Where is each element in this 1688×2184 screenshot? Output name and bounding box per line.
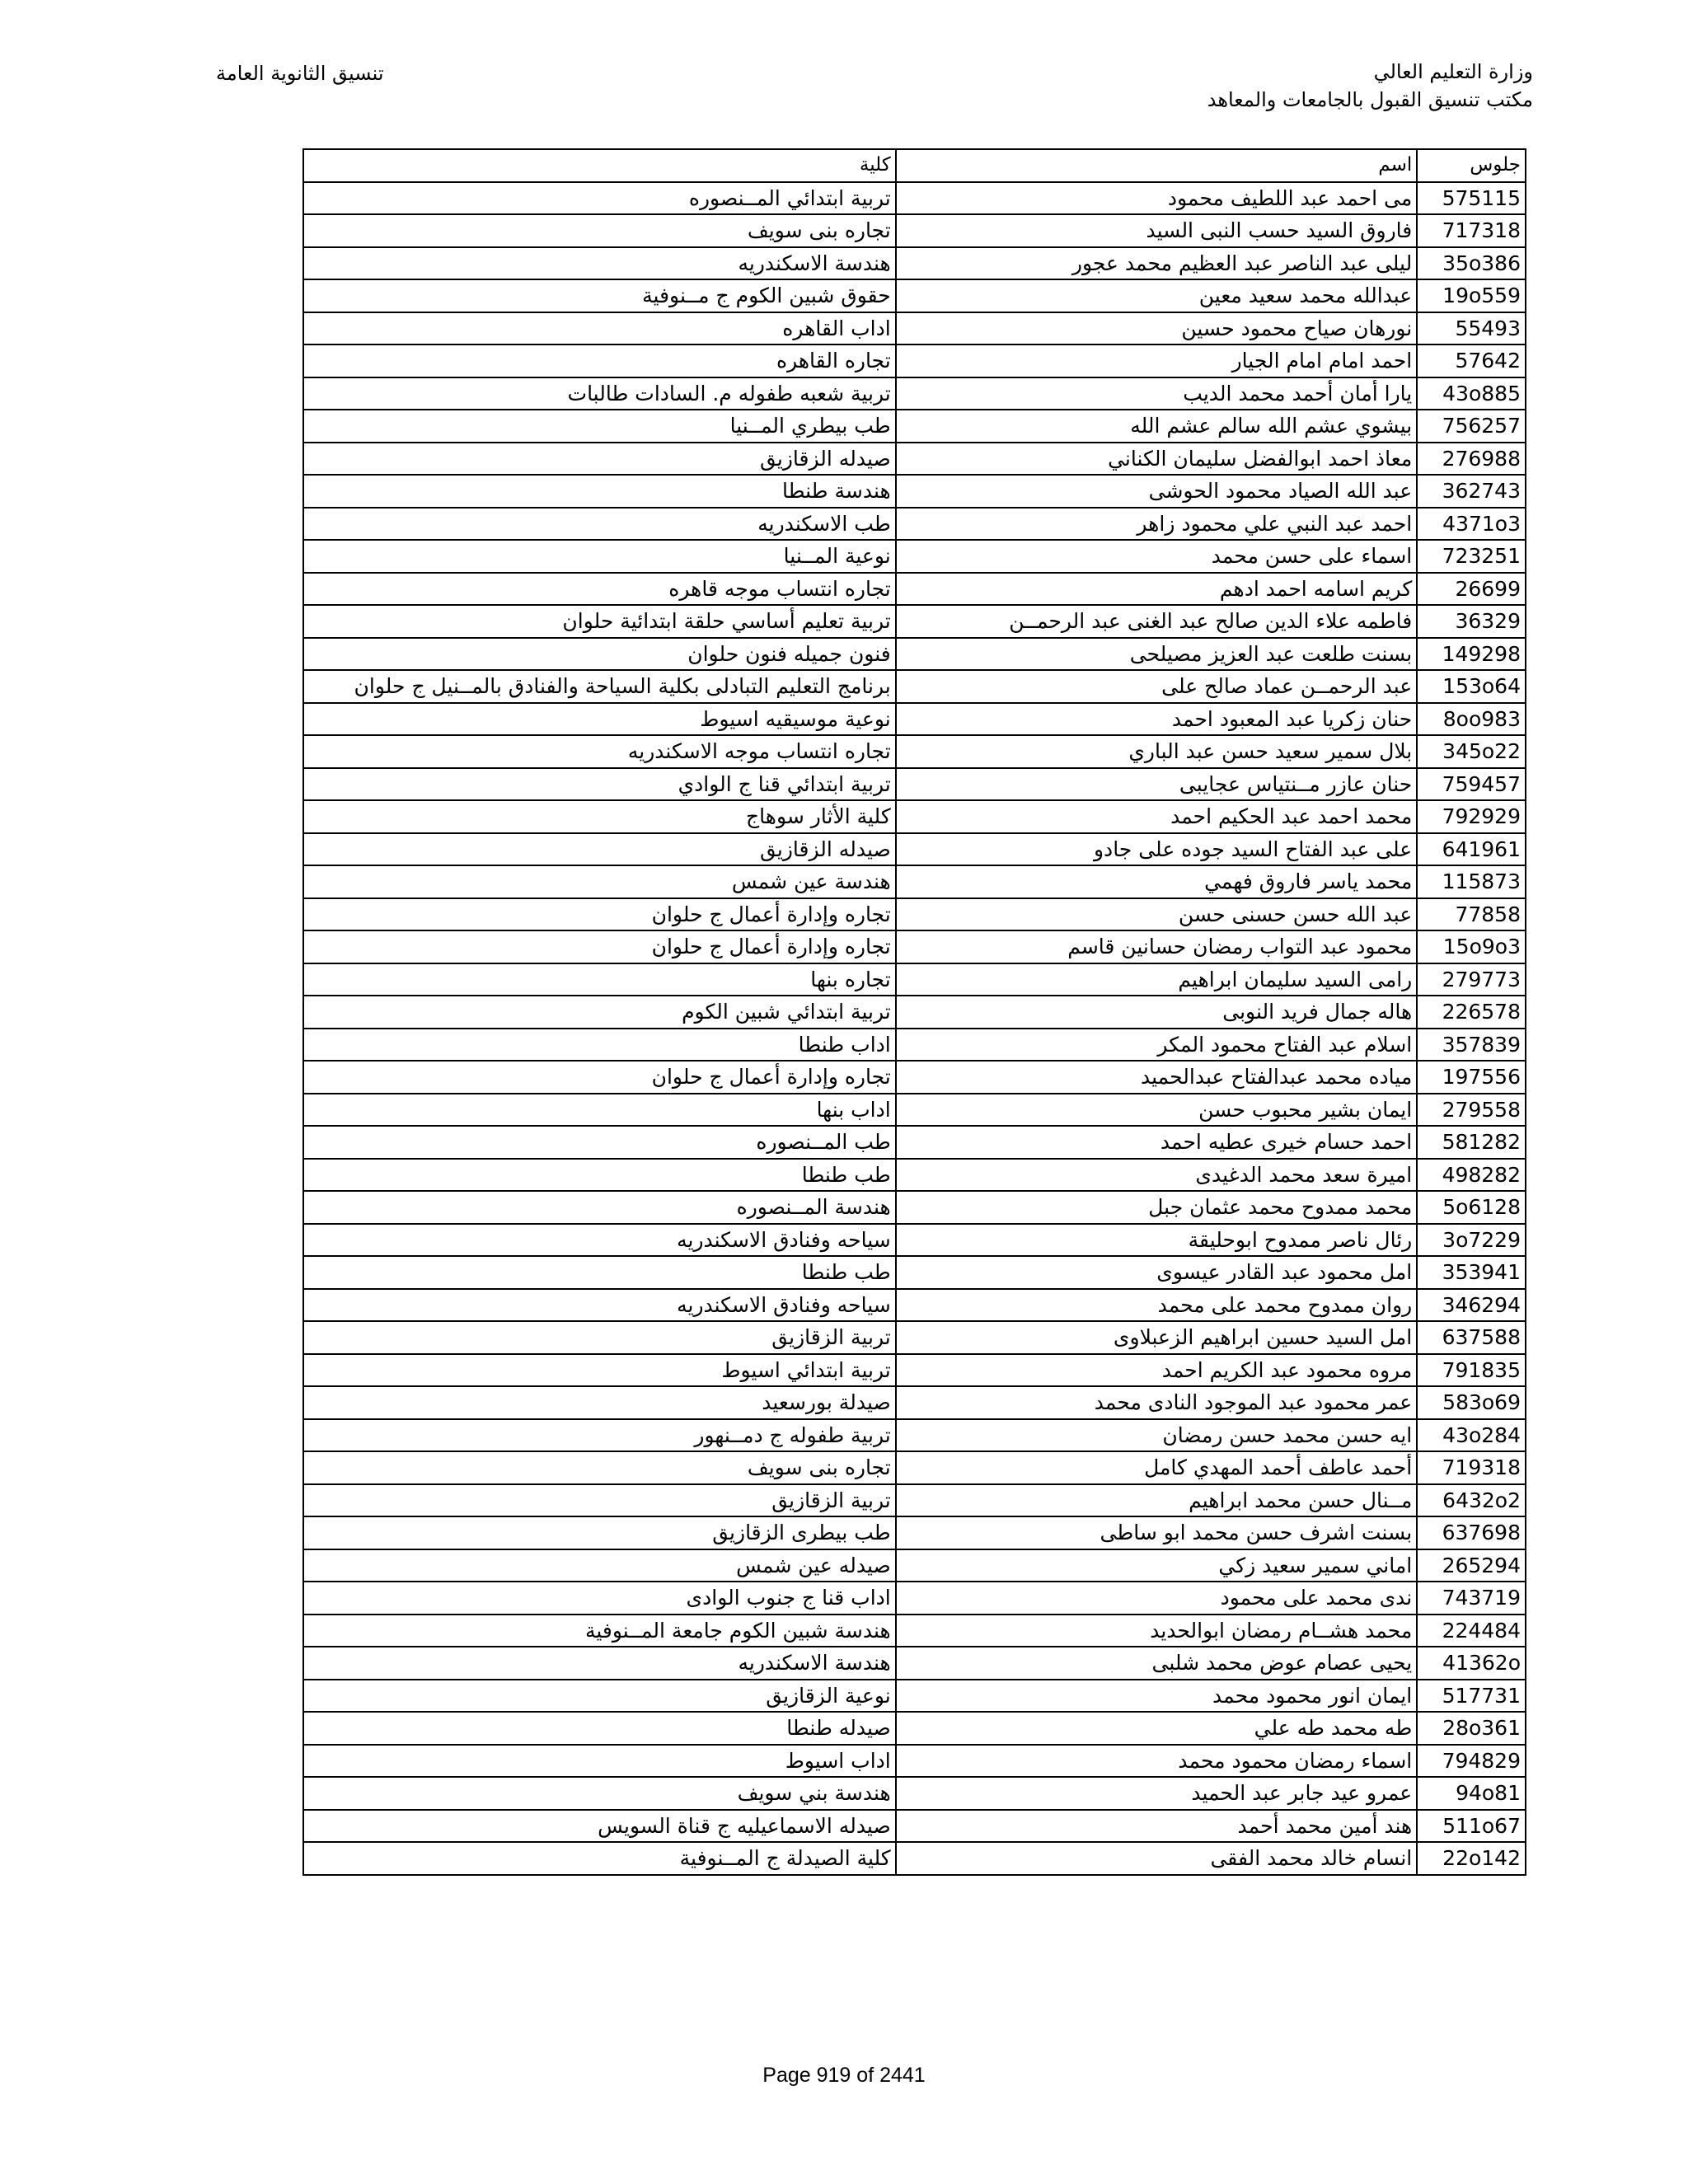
name-cell: يارا أمان أحمد محمد الديب	[896, 377, 1418, 410]
table-row	[303, 1484, 1526, 1517]
table-row	[303, 996, 1526, 1029]
seat-cell: 517731	[1417, 1680, 1526, 1713]
college-cell: نوعية الزقازيق	[303, 1680, 896, 1713]
table-row	[303, 247, 1526, 280]
college-cell: طب بيطرى الزقازيق	[303, 1516, 896, 1549]
header-ministry-block	[1207, 58, 1533, 114]
name-cell: روان ممدوح محمد على محمد	[896, 1289, 1418, 1322]
table-row	[303, 1549, 1526, 1582]
seat-cell: 28o361	[1417, 1712, 1526, 1745]
college-cell: هندسة طنطا	[303, 475, 896, 508]
seat-cell: 115873	[1417, 865, 1526, 898]
college-cell: صيدله الزقازيق	[303, 443, 896, 476]
college-cell: تربية الزقازيق	[303, 1484, 896, 1517]
table-row	[303, 1516, 1526, 1549]
seat-cell: 357839	[1417, 1029, 1526, 1062]
college-cell: تجاره بنى سويف	[303, 1451, 896, 1484]
college-cell: برنامج التعليم التبادلى بكلية السياحة والفنادق بالمــنيل ج حلوان	[303, 670, 896, 703]
seat-cell: 36329	[1417, 605, 1526, 638]
table-row	[303, 930, 1526, 963]
name-cell: مروه محمود عبد الكريم احمد	[896, 1354, 1418, 1387]
name-cell: محمد احمد عبد الحكيم احمد	[896, 800, 1418, 833]
name-cell: ليلى عبد الناصر عبد العظيم محمد عجور	[896, 247, 1418, 280]
college-cell: صيدله الاسماعيليه ج قناة السويس	[303, 1810, 896, 1843]
table-row	[303, 410, 1526, 443]
seat-cell: 265294	[1417, 1549, 1526, 1582]
seat-cell: 498282	[1417, 1159, 1526, 1192]
name-cell: عبدالله محمد سعيد معين	[896, 279, 1418, 312]
table-row	[303, 1680, 1526, 1713]
table-row	[303, 1354, 1526, 1387]
college-cell: فنون جميله فنون حلوان	[303, 638, 896, 671]
table-row	[303, 1451, 1526, 1484]
college-cell: تربية ابتدائي قنا ج الوادي	[303, 768, 896, 801]
name-cell: عبد الرحمــن عماد صالح على	[896, 670, 1418, 703]
seat-cell: 4371o3	[1417, 508, 1526, 541]
seat-cell: 43o284	[1417, 1419, 1526, 1452]
table-row	[303, 1712, 1526, 1745]
name-cell: بلال سمير سعيد حسن عبد الباري	[896, 735, 1418, 768]
table-row	[303, 703, 1526, 736]
ministry-title: وزارة التعليم العالي	[1373, 60, 1533, 83]
table-row	[303, 1256, 1526, 1289]
college-cell: اداب القاهره	[303, 312, 896, 345]
office-title: مكتب تنسيق القبول بالجامعات والمعاهد	[1207, 88, 1533, 111]
college-cell: تجاره انتساب موجه الاسكندريه	[303, 735, 896, 768]
name-cell: اسماء رمضان محمود محمد	[896, 1745, 1418, 1778]
table-row	[303, 1810, 1526, 1843]
column-header-name: اسم	[896, 149, 1418, 182]
name-cell: عبد الله حسن حسنى حسن	[896, 898, 1418, 931]
table-row	[303, 865, 1526, 898]
seat-cell: 276988	[1417, 443, 1526, 476]
name-cell: احمد امام امام الجيار	[896, 344, 1418, 377]
name-cell: ايمان بشير محبوب حسن	[896, 1094, 1418, 1127]
college-cell: تجاره بنى سويف	[303, 214, 896, 247]
seat-cell: 717318	[1417, 214, 1526, 247]
table-row	[303, 1224, 1526, 1257]
seat-cell: 43o885	[1417, 377, 1526, 410]
college-cell: تجاره بنها	[303, 963, 896, 996]
college-cell: حقوق شبين الكوم ج مــنوفية	[303, 279, 896, 312]
seat-cell: 57642	[1417, 344, 1526, 377]
name-cell: محمد ياسر فاروق فهمي	[896, 865, 1418, 898]
table-row	[303, 1029, 1526, 1062]
seat-cell: 641961	[1417, 833, 1526, 866]
seat-cell: 94o81	[1417, 1777, 1526, 1810]
table-row	[303, 1191, 1526, 1224]
table-row	[303, 1745, 1526, 1778]
name-cell: امل محمود عبد القادر عيسوى	[896, 1256, 1418, 1289]
table-row	[303, 214, 1526, 247]
college-cell: طب بيطري المــنيا	[303, 410, 896, 443]
name-cell: يحيى عصام عوض محمد شلبى	[896, 1647, 1418, 1680]
name-cell: محمود عبد التواب رمضان حسانين قاسم	[896, 930, 1418, 963]
table-row	[303, 1386, 1526, 1419]
seat-cell: 345o22	[1417, 735, 1526, 768]
table-row	[303, 279, 1526, 312]
name-cell: معاذ احمد ابوالفضل سليمان الكناني	[896, 443, 1418, 476]
name-cell: بسنت طلعت عبد العزيز مصيلحى	[896, 638, 1418, 671]
name-cell: كريم اسامه احمد ادهم	[896, 573, 1418, 606]
seat-cell: 197556	[1417, 1061, 1526, 1094]
college-cell: طب الاسكندريه	[303, 508, 896, 541]
college-cell: نوعية المــنيا	[303, 540, 896, 573]
name-cell: هند أمين محمد أحمد	[896, 1810, 1418, 1843]
table-row	[303, 1777, 1526, 1810]
table-row	[303, 1321, 1526, 1354]
college-cell: اداب اسيوط	[303, 1745, 896, 1778]
seat-cell: 575115	[1417, 182, 1526, 215]
college-cell: كلية الصيدلة ج المــنوفية	[303, 1842, 896, 1875]
college-cell: هندسة بني سويف	[303, 1777, 896, 1810]
name-cell: احمد عبد النبي علي محمود زاهر	[896, 508, 1418, 541]
table-row	[303, 1582, 1526, 1615]
table-row	[303, 768, 1526, 801]
table-row	[303, 1126, 1526, 1159]
college-cell: تربية طفوله ج دمــنهور	[303, 1419, 896, 1452]
seat-cell: 19o559	[1417, 279, 1526, 312]
college-cell: تربية تعليم أساسي حلقة ابتدائية حلوان	[303, 605, 896, 638]
seat-cell: 362743	[1417, 475, 1526, 508]
name-cell: نورهان صياح محمود حسين	[896, 312, 1418, 345]
seat-cell: 279558	[1417, 1094, 1526, 1127]
name-cell: طه محمد طه علي	[896, 1712, 1418, 1745]
name-cell: فاطمه علاء الدين صالح عبد الغنى عبد الرحمــن	[896, 605, 1418, 638]
college-cell: اداب بنها	[303, 1094, 896, 1127]
table-row	[303, 1061, 1526, 1094]
college-cell: تجاره وإدارة أعمال ج حلوان	[303, 1061, 896, 1094]
college-cell: تربية ابتدائي المــنصوره	[303, 182, 896, 215]
college-cell: اداب قنا ج جنوب الوادى	[303, 1582, 896, 1615]
name-cell: مياده محمد عبدالفتاح عبدالحميد	[896, 1061, 1418, 1094]
name-cell: مــنال حسن محمد ابراهيم	[896, 1484, 1418, 1517]
seat-cell: 637698	[1417, 1516, 1526, 1549]
seat-cell: 26699	[1417, 573, 1526, 606]
college-cell: طب المــنصوره	[303, 1126, 896, 1159]
college-cell: طب طنطا	[303, 1256, 896, 1289]
seat-cell: 346294	[1417, 1289, 1526, 1322]
seat-cell: 792929	[1417, 800, 1526, 833]
seat-cell: 791835	[1417, 1354, 1526, 1387]
name-cell: بيشوي عشم الله سالم عشم الله	[896, 410, 1418, 443]
college-cell: طب طنطا	[303, 1159, 896, 1192]
college-cell: صيدله طنطا	[303, 1712, 896, 1745]
table-row	[303, 475, 1526, 508]
page-number: Page 919 of 2441	[762, 2064, 926, 2087]
name-cell: اميرة سعد محمد الدغيدى	[896, 1159, 1418, 1192]
name-cell: هاله جمال فريد النوبى	[896, 996, 1418, 1029]
college-cell: صيدله الزقازيق	[303, 833, 896, 866]
college-cell: صيدله عين شمس	[303, 1549, 896, 1582]
seat-cell: 353941	[1417, 1256, 1526, 1289]
table-row	[303, 670, 1526, 703]
name-cell: امل السيد حسين ابراهيم الزعبلاوى	[896, 1321, 1418, 1354]
table-row	[303, 344, 1526, 377]
name-cell: بسنت اشرف حسن محمد ابو ساطى	[896, 1516, 1418, 1549]
table-row	[303, 1842, 1526, 1875]
college-cell: كلية الأثار سوهاج	[303, 800, 896, 833]
seat-cell: 723251	[1417, 540, 1526, 573]
seat-cell: 224484	[1417, 1615, 1526, 1647]
college-cell: هندسة الاسكندريه	[303, 247, 896, 280]
college-cell: نوعية موسيقيه اسيوط	[303, 703, 896, 736]
college-cell: تربية ابتدائي اسيوط	[303, 1354, 896, 1387]
seat-cell: 511o67	[1417, 1810, 1526, 1843]
table-row	[303, 1094, 1526, 1127]
seat-cell: 637588	[1417, 1321, 1526, 1354]
name-cell: مى احمد عبد اللطيف محمود	[896, 182, 1418, 215]
name-cell: رئال ناصر ممدوح ابوحليقة	[896, 1224, 1418, 1257]
program-title: تنسيق الثانوية العامة	[216, 62, 384, 85]
column-header-seat: جلوس	[1417, 149, 1526, 182]
name-cell: محمد هشــام رمضان ابوالحديد	[896, 1615, 1418, 1647]
seat-cell: 41362o	[1417, 1647, 1526, 1680]
name-cell: رامى السيد سليمان ابراهيم	[896, 963, 1418, 996]
column-header-college: كلية	[303, 149, 896, 182]
table-row	[303, 833, 1526, 866]
college-cell: تجاره القاهره	[303, 344, 896, 377]
name-cell: اسلام عبد الفتاح محمود المكر	[896, 1029, 1418, 1062]
table-row	[303, 1615, 1526, 1647]
seat-cell: 6432o2	[1417, 1484, 1526, 1517]
college-cell: تربية الزقازيق	[303, 1321, 896, 1354]
seat-cell: 149298	[1417, 638, 1526, 671]
name-cell: عمرو عيد جابر عبد الحميد	[896, 1777, 1418, 1810]
seat-cell: 77858	[1417, 898, 1526, 931]
seat-cell: 153o64	[1417, 670, 1526, 703]
table-row	[303, 963, 1526, 996]
table-row	[303, 1419, 1526, 1452]
table-row	[303, 573, 1526, 606]
college-cell: سياحه وفنادق الاسكندريه	[303, 1289, 896, 1322]
college-cell: اداب طنطا	[303, 1029, 896, 1062]
table-row	[303, 540, 1526, 573]
name-cell: انسام خالد محمد الفقى	[896, 1842, 1418, 1875]
table-row	[303, 1289, 1526, 1322]
college-cell: تجاره وإدارة أعمال ج حلوان	[303, 898, 896, 931]
table-row	[303, 377, 1526, 410]
table-row	[303, 898, 1526, 931]
table-row	[303, 443, 1526, 476]
name-cell: عبد الله الصياد محمود الحوشى	[896, 475, 1418, 508]
seat-cell: 22o142	[1417, 1842, 1526, 1875]
table-row	[303, 312, 1526, 345]
college-cell: تجاره وإدارة أعمال ج حلوان	[303, 930, 896, 963]
results-table	[302, 148, 1526, 1876]
name-cell: فاروق السيد حسب النبى السيد	[896, 214, 1418, 247]
college-cell: سياحه وفنادق الاسكندريه	[303, 1224, 896, 1257]
table-row	[303, 735, 1526, 768]
name-cell: اسماء على حسن محمد	[896, 540, 1418, 573]
table-row	[303, 605, 1526, 638]
seat-cell: 719318	[1417, 1451, 1526, 1484]
college-cell: تربية ابتدائي شبين الكوم	[303, 996, 896, 1029]
name-cell: اماني سمير سعيد زكي	[896, 1549, 1418, 1582]
table-row	[303, 638, 1526, 671]
name-cell: أحمد عاطف أحمد المهدي كامل	[896, 1451, 1418, 1484]
college-cell: هندسة الاسكندريه	[303, 1647, 896, 1680]
seat-cell: 226578	[1417, 996, 1526, 1029]
name-cell: محمد ممدوح محمد عثمان جبل	[896, 1191, 1418, 1224]
seat-cell: 743719	[1417, 1582, 1526, 1615]
college-cell: تربية شعبه طفوله م. السادات طالبات	[303, 377, 896, 410]
seat-cell: 759457	[1417, 768, 1526, 801]
name-cell: ندى محمد على محمود	[896, 1582, 1418, 1615]
table-row	[303, 800, 1526, 833]
table-row	[303, 508, 1526, 541]
college-cell: هندسة المــنصوره	[303, 1191, 896, 1224]
seat-cell: 8oo983	[1417, 703, 1526, 736]
college-cell: هندسة عين شمس	[303, 865, 896, 898]
table-row	[303, 182, 1526, 215]
name-cell: حنان عازر مــنتياس عجايبى	[896, 768, 1418, 801]
seat-cell: 3o7229	[1417, 1224, 1526, 1257]
seat-cell: 583o69	[1417, 1386, 1526, 1419]
seat-cell: 15o9o3	[1417, 930, 1526, 963]
seat-cell: 35o386	[1417, 247, 1526, 280]
name-cell: عمر محمود عبد الموجود النادى محمد	[896, 1386, 1418, 1419]
table-row	[303, 1159, 1526, 1192]
name-cell: على عبد الفتاح السيد جوده على جادو	[896, 833, 1418, 866]
college-cell: تجاره انتساب موجه قاهره	[303, 573, 896, 606]
seat-cell: 756257	[1417, 410, 1526, 443]
name-cell: حنان زكريا عبد المعبود احمد	[896, 703, 1418, 736]
seat-cell: 55493	[1417, 312, 1526, 345]
seat-cell: 794829	[1417, 1745, 1526, 1778]
table-header-row	[303, 149, 1526, 182]
seat-cell: 581282	[1417, 1126, 1526, 1159]
name-cell: ايه حسن محمد حسن رمضان	[896, 1419, 1418, 1452]
table-body	[303, 182, 1526, 1875]
college-cell: هندسة شبين الكوم جامعة المــنوفية	[303, 1615, 896, 1647]
college-cell: صيدلة بورسعيد	[303, 1386, 896, 1419]
name-cell: ايمان انور محمود محمد	[896, 1680, 1418, 1713]
seat-cell: 5o6128	[1417, 1191, 1526, 1224]
name-cell: احمد حسام خيرى عطيه احمد	[896, 1126, 1418, 1159]
seat-cell: 279773	[1417, 963, 1526, 996]
table-row	[303, 1647, 1526, 1680]
